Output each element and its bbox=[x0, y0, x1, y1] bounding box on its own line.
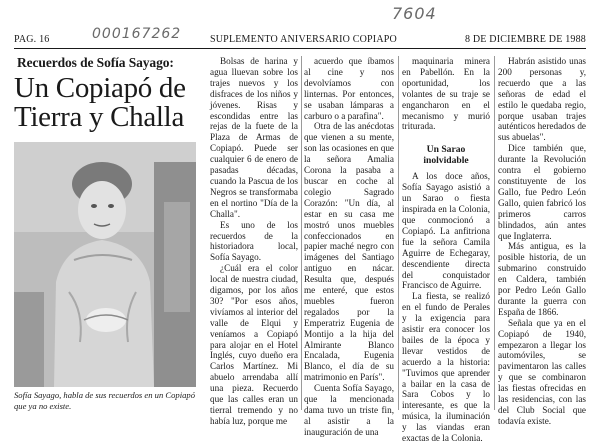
paragraph: La fiesta, se realizó en el fundo de Perales y la exigencia para asistir era conocer los bailes de la época y llevar vestidos de acuerdo a la historia: "Tuvimos que aprender a bailar en la casa de Sara Cobos y lo interesante, es que la música, la iluminación y las viandas eran exactas de la Colonia. bbox=[402, 291, 490, 444]
page-number: PAG. 16 bbox=[14, 34, 50, 45]
photo-caption: Sofía Sayago, habla de sus recuerdos en un Copiapó que ya no existe. bbox=[14, 390, 196, 411]
article-column-4 bbox=[498, 56, 586, 427]
paragraph: A los doce años, Sofía Sayago asistió a un Sarao o fiesta inspirada en la Colonia, que conmocionó a Copiapó. La anfitriona fue la señora Camila Aguirre de Echegaray, descendiente directa del conquistador Francisco de Aguirre. bbox=[402, 171, 490, 291]
column-rule bbox=[494, 56, 495, 410]
handwritten-code: 000167262 bbox=[92, 26, 182, 42]
column-rule bbox=[301, 56, 302, 410]
portrait-photo bbox=[14, 142, 196, 387]
subheading-line-1: Un Sarao bbox=[426, 144, 466, 156]
paragraph: Habrán asistido unas 200 personas y, recuerdo que a las señoras de edad el estilo le quedaba regio, porque usaban trajes auténticos heredados de sus abuelas". bbox=[498, 56, 586, 143]
article-kicker: Recuerdos de Sofía Sayago: bbox=[17, 55, 174, 70]
paragraph: Bolsas de harina y agua lluevan sobre los trajes nuevos y los disfraces de los niños y jóvenes. Risas y escondidas entre las rejas de la fuete de la Plaza de Armas de Copiapó. Puede ser cualquier 6 de enero de pasadas décadas, cuando la Pascua de los Negros se transformaba en el nortino "Día de la Challa". bbox=[210, 56, 298, 219]
page-header bbox=[14, 26, 586, 48]
paragraph: acuerdo que íbamos al cine y nos devolvíamos con linternas. Por entonces, se usaban lámparas a carburo o a parafina". bbox=[304, 56, 394, 121]
portrait-illustration bbox=[14, 142, 196, 387]
paragraph: Cuenta Sofía Sayago, que la mencionada dama tuvo un triste fin, al asistir a la inauguración de una bbox=[304, 383, 394, 437]
subheading-line-2: inolvidable bbox=[423, 155, 469, 167]
subheading bbox=[402, 144, 490, 166]
column-rule bbox=[398, 56, 399, 410]
supplement-title: SUPLEMENTO ANIVERSARIO COPIAPO bbox=[210, 34, 397, 45]
paragraph: ¿Cuál era el color local de nuestra ciudad, digamos, por los años 30? "Por esos años, vivíamos al interior del valle de Elqui y veníamos a Copiapó para alojar en el Hotel Inglés, cuyo dueño era Carlos Martínez. Mi abuelo arrendaba allí una pieza. Recuerdo que las calles eran un tierral tremendo y no había luz, porque me bbox=[210, 263, 298, 426]
article-column-3 bbox=[402, 56, 490, 444]
article-headline bbox=[14, 74, 204, 132]
article-column-1 bbox=[210, 56, 298, 427]
article-column-2 bbox=[304, 56, 394, 438]
paragraph: Es uno de los recuerdos de la historiadora local, Sofía Sayago. bbox=[210, 219, 298, 263]
issue-date: 8 DE DICIEMBRE DE 1988 bbox=[464, 34, 586, 45]
paragraph: Más antigua, es la posible historia, de un submarino construido en Caldera, también por Pedro León Gallo durante la guerra con España de 1866. bbox=[498, 241, 586, 317]
paragraph: Dice también que, durante la Revolución contra el gobierno constituyente de los Gallo, fue Pedro León Gallo, quien fabricó los primeros carros blindados, aún antes que Inglaterra. bbox=[498, 143, 586, 241]
header-rule bbox=[14, 48, 586, 49]
paragraph: Señala que ya en el Copiapó de 1940, empezaron a llegar los automóviles, se pavimentaron las calles y que se combinaron las fiestas ofrecidas en las residencias, con las del Club Social que todavía existe. bbox=[498, 317, 586, 426]
paragraph: Otra de las anécdotas que vienen a su mente, son las ocasiones en que la señora Amalia Corona la pasaba a buscar en coche al colegio Sagrado Corazón: "Un día, al estar en su casa me mostró unos muebles confeccionados en papier maché negro con imágenes del Santiago antiguo en nácar. Resulta que, después me enteré, que estos muebles fueron regalados por la Emperatriz Eugenia de Montijo a la hija del Almirante Blanco Encalada, Eugenia Blanco, el día de su matrimonio en París". bbox=[304, 121, 394, 383]
headline-line-2: Tierra y Challa bbox=[14, 101, 185, 133]
headline-line-1: Un Copiapó de bbox=[14, 72, 186, 104]
handwritten-number: 7604 bbox=[392, 4, 437, 23]
paragraph: maquinaria minera en Pabellón. En la oportunidad, los volantes de su traje se engancharon en el mecanismo y murió triturada. bbox=[402, 56, 490, 132]
